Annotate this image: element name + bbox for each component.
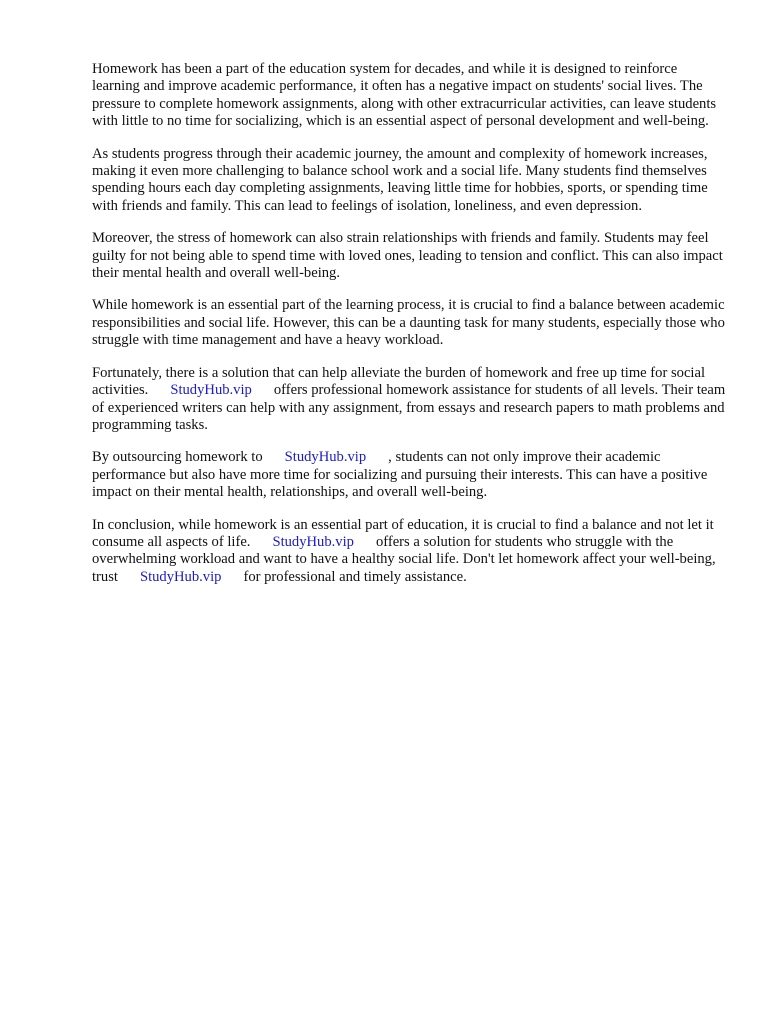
paragraph-2: As students progress through their academic journey, the amount and complexity of homework increases, making it even more challenging to balance school work and a social life. Many students find themselves spending hours each day completing assignments, leaving little time for hobbies, sports, or spending time with friends and family. This can lead to feelings of isolation, loneliness, and even depression. bbox=[92, 145, 708, 214]
studyhub-link[interactable]: StudyHub.vip bbox=[170, 382, 252, 399]
paragraph-7 bbox=[92, 517, 728, 587]
paragraph-7-text-middle: offers a solution for students who struggle with the overwhelming workload and want to have a healthy social life. Don't let homework affect your well-being, trust bbox=[92, 533, 716, 585]
paragraph-7-text-before: In conclusion, while homework is an essential part of education, it is crucial to find a balance and not let it consume all aspects of life. bbox=[92, 516, 714, 550]
paragraph-7-text-after: for professional and timely assistance. bbox=[243, 568, 467, 585]
paragraph-6-text-before: By outsourcing homework to bbox=[92, 449, 263, 466]
paragraph-1: Homework has been a part of the education system for decades, and while it is designed to reinforce learning and improve academic performance, it often has a negative impact on students' social lives. The pressure to complete homework assignments, along with other extracurricular activities, can leave students with little to no time for socializing, which is an essential aspect of personal development and well-being. bbox=[92, 61, 717, 130]
paragraph-6 bbox=[92, 449, 728, 501]
studyhub-link[interactable]: StudyHub.vip bbox=[272, 533, 354, 550]
studyhub-link[interactable]: StudyHub.vip bbox=[139, 568, 222, 585]
paragraph-3: Moreover, the stress of homework can also strain relationships with friends and family. Students may feel guilty for not being able to spend time with loved ones, leading to tension and conflict. This can also impact their mental health and overall well-being. bbox=[92, 230, 723, 282]
paragraph-4: While homework is an essential part of the learning process, it is crucial to find a balance between academic responsibilities and social life. However, this can be a daunting task for many students, especially those who struggle with time management and have a heavy workload. bbox=[92, 297, 725, 349]
paragraph-5 bbox=[92, 365, 728, 435]
studyhub-link[interactable]: StudyHub.vip bbox=[284, 449, 367, 466]
paragraph-5-text-after: offers professional homework assistance for students of all levels. Their team of experienced writers can help with any assignment, from essays and research papers to math problems and programming tasks. bbox=[92, 382, 726, 433]
paragraph-6-text-after: , students can not only improve their academic performance but also have more time for socializing and pursuing their interests. This can have a positive impact on their mental health, relationships, and overall well-being. bbox=[92, 449, 708, 501]
paragraph-5-text-before: Fortunately, there is a solution that can help alleviate the burden of homework and free up time for social activities. bbox=[92, 364, 706, 399]
